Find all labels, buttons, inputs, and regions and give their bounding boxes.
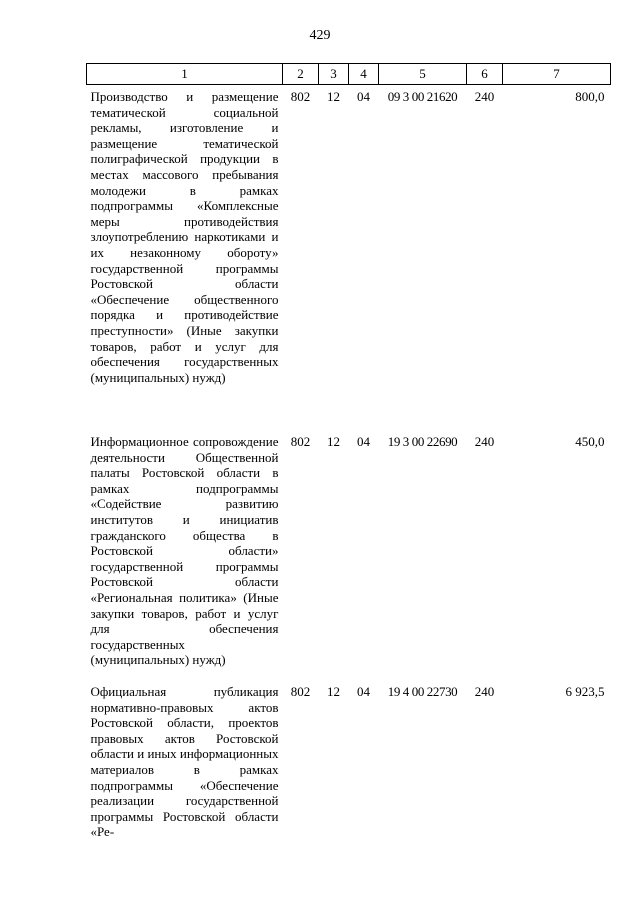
expense-type-code: 240 xyxy=(474,434,495,449)
ministry-code: 802 xyxy=(290,89,311,104)
column-header-7: 7 xyxy=(503,64,611,85)
subsection-code: 04 xyxy=(357,684,370,699)
target-article-code: 09 3 00 21620 xyxy=(387,89,458,104)
subsection-code: 04 xyxy=(357,434,370,449)
amount: 450,0 xyxy=(575,434,605,449)
ministry-code: 802 xyxy=(290,434,311,449)
column-header-1: 1 xyxy=(87,64,283,85)
table-row xyxy=(87,680,611,840)
ministry-code: 802 xyxy=(290,684,311,699)
column-header-4: 4 xyxy=(349,64,379,85)
expense-type-code: 240 xyxy=(474,89,495,104)
amount: 6 923,5 xyxy=(565,684,605,699)
target-article-code: 19 3 00 22690 xyxy=(387,434,458,449)
column-header-6: 6 xyxy=(467,64,503,85)
expense-type-code: 240 xyxy=(474,684,495,699)
section-code: 12 xyxy=(327,89,340,104)
page-number: 429 xyxy=(309,28,331,43)
column-header-3: 3 xyxy=(319,64,349,85)
section-code: 12 xyxy=(327,434,340,449)
column-header-5: 5 xyxy=(379,64,467,85)
table-row xyxy=(87,430,611,680)
target-article-code: 19 4 00 22730 xyxy=(387,684,458,699)
column-header-2: 2 xyxy=(283,64,319,85)
section-code: 12 xyxy=(327,684,340,699)
row-description: Официальная публикация нормативно-правовых актов Ростовской области, проектов правовых актов Ростовской области и иных информационных материалов в рамках подпрограммы «Обеспечение реализации государственной программы Ростовской области «Ре- xyxy=(90,684,279,840)
budget-table xyxy=(86,63,611,840)
table-row xyxy=(87,85,611,431)
subsection-code: 04 xyxy=(357,89,370,104)
table-header-row xyxy=(87,64,611,85)
row-description: Производство и размещение тематической социальной рекламы, изготовление и размещение тематической полиграфической продукции в местах массового пребывания молодежи в рамках подпрограммы «Комплексные меры противодействия злоупотреблению наркотиками и их незаконному обороту» государственной программы Ростовской области «Обеспечение общественного порядка и противодействие преступности» (Иные закупки товаров, работ и услуг для обеспечения государственных (муниципальных) нужд) xyxy=(90,89,279,385)
amount: 800,0 xyxy=(575,89,605,104)
row-description: Информационное сопровождение деятельности Общественной палаты Ростовской области в рамках подпрограммы «Содействие развитию институтов и инициатив гражданского общества в Ростовской области» государственной программы Ростовской области «Региональная политика» (Иные закупки товаров, работ и услуг для обеспечения государственных (муниципальных) нужд) xyxy=(90,434,279,668)
